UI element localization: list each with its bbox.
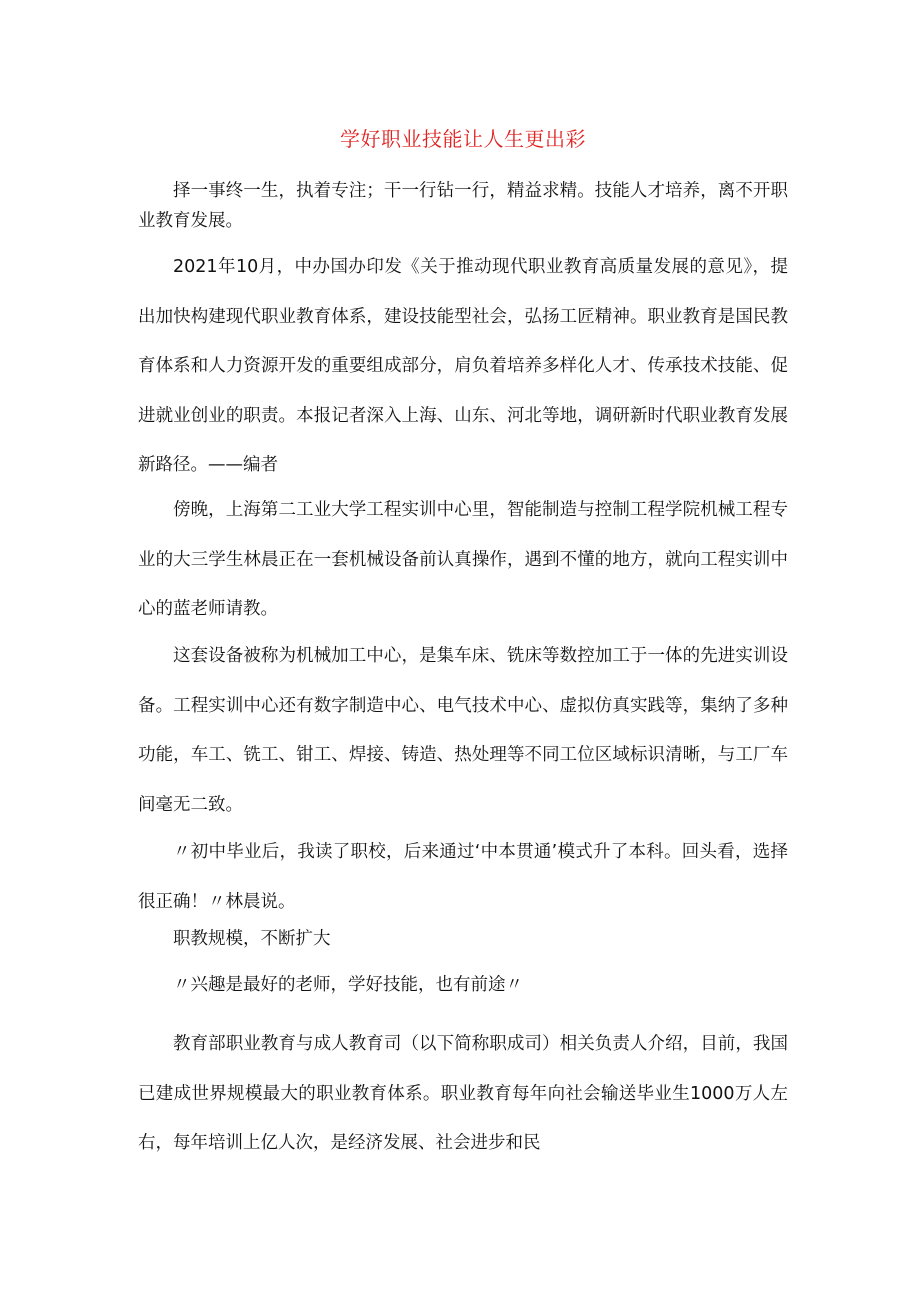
paragraph-editor-note: 2021年10月，中办国办印发《关于推动现代职业教育高质量发展的意见》，提出加快构建现代职业教育体系，建设技能型社会，弘扬工匠精神。职业教育是国民教育体系和人力资源开发的重要组成部分，肩负着培养多样化人才、传承技术技能、促进就业创业的职责。本报记者深入上海、山东、河北等地，调研新时代职业教育发展新路径。——编者 xyxy=(138,257,788,475)
section-subheading: 〃兴趣是最好的老师，学好技能，也有前途〃 xyxy=(173,975,523,995)
paragraph-intro: 择一事终一生，执着专注；干一行钻一行，精益求精。技能人才培养，离不开职业教育发展。 xyxy=(138,181,788,231)
paragraph-training-center: 傍晚，上海第二工业大学工程实训中心里，智能制造与控制工程学院机械工程专业的大三学生林晨正在一套机械设备前认真操作，遇到不懂的地方，就向工程实训中心的蓝老师请教。 xyxy=(138,500,788,619)
document-title: 学好职业技能让人生更出彩 xyxy=(340,127,586,151)
paragraph-quote: 〃初中毕业后，我读了职校，后来通过‘中本贯通’模式升了本科。回头看，选择很正确！〃林晨说。 xyxy=(138,842,788,912)
paragraph-ministry: 教育部职业教育与成人教育司（以下简称职成司）相关负责人介绍，目前，我国已建成世界规模最大的职业教育体系。职业教育每年向社会输送毕业生1000万人左右，每年培训上亿人次，是经济发展、社会进步和民 xyxy=(138,1034,788,1153)
paragraph-equipment: 这套设备被称为机械加工中心，是集车床、铣床等数控加工于一体的先进实训设备。工程实训中心还有数字制造中心、电气技术中心、虚拟仿真实践等，集纳了多种功能，车工、铣工、钳工、焊接、铸造、热处理等不同工位区域标识清晰，与工厂车间毫无二致。 xyxy=(138,646,788,815)
section-heading: 职教规模，不断扩大 xyxy=(173,929,331,949)
